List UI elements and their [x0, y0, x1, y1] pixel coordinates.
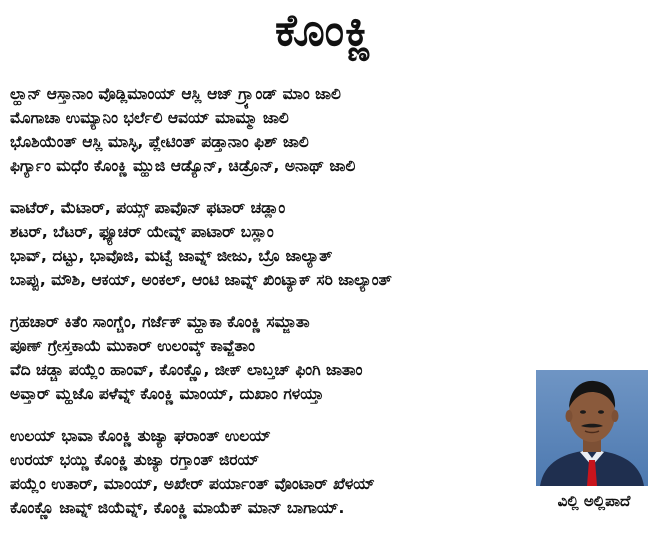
stanza	[10, 310, 530, 406]
poem-line: ಉಲಯ್ ಭಾವಾ ಕೊಂಕ್ಣಿ ತುಜ್ಯಾ ಘರಾಂತ್ ಉಲಯ್	[10, 427, 271, 445]
poem-line: ಗ್ರಹಚಾರ್ ಕಿತೆಂ ಸಾಂಗ್ಚೆಂ, ಗರ್ಜೆಕ್ ಮ್ಹಾಕಾ ಕೊಂಕ್ಣಿ ಸಮ್ಜಾತಾ	[10, 313, 310, 331]
poem-line: ಪೂಣ್ ಗ್ರೇಸ್ತಕಾಯೆ ಮುಕಾರ್ ಉಲಂವ್ಕ್ ಕಾವ್ಜೆತಾಂ	[10, 337, 255, 355]
stanza	[10, 82, 530, 178]
poem-line: ಭಾವ್, ದಟ್ಟು, ಭಾವೊಜಿ, ಮಟ್ವೆ ಜಾವ್ನ್ ಜೀಜು, ಬ್ರೊ ಜಾಲ್ಯಾತ್	[10, 247, 333, 265]
poem-line: ಉರಯ್ ಭಯ್ಣಿ ಕೊಂಕ್ಣಿ ತುಜ್ಯಾ ರಗ್ತಾಂತ್ ಜಿರಯ್	[10, 451, 260, 469]
poem-line: ಲ್ಹಾನ್ ಆಸ್ತಾನಾಂ ವೊಡ್ಲಿಮಾಂಯ್ ಆಸ್ಲಿ ಆಜ್ ಗ್ರ್ಯಾಂಡ್ ಮಾಂ ಜಾಲಿ	[10, 85, 341, 103]
stanza	[10, 196, 530, 292]
poem-title: ಕೊಂಕ್ಣಿ	[275, 5, 373, 56]
stanza	[10, 424, 530, 520]
poem-line: ಶಟರ್, ಬೆಟರ್, ಫ್ಯೂಚರ್ ಯೇವ್ನ್ ಪಾಟಾರ್ ಬಸ್ಲಾಂ	[10, 223, 274, 241]
poem-line: ಭೊಶಿಯೆಂತ್ ಆಸ್ಲಿ ಮಾಸ್ಳಿ, ಪ್ಲೇಟಿಂತ್ ಪಡ್ತಾನಾಂ ಫಿಶ್ ಜಾಲಿ	[10, 133, 309, 151]
poem-line: ಪಯ್ಲೆಂ ಉತಾರ್, ಮಾಂಯ್, ಅಖೇರ್ ಪರ್ಯಾಂತ್ ವೊಂಟಾರ್ ಖೆಳಯ್	[10, 475, 375, 493]
poem-line: ಫಿರ್ಗ್ಯಾಂ ಮಧೆಂ ಕೊಂಕ್ಣಿ ಮ್ಹುಜಿ ಆಡ್ಯೊನ್, ಚಿಡ್ರೊನ್, ಅನಾಥ್ ಜಾಲಿ	[10, 157, 356, 175]
poem-line: ವಾಟೆರ್, ಮೆಟಾರ್, ಪಯ್ಸ್ ಪಾವೊನ್ ಫಟಾರ್ ಚಡ್ಲಾಂ	[10, 199, 286, 217]
author-name: ವಿಲ್ಲಿ ಅಲ್ಲಿಪಾದೆ	[557, 492, 631, 510]
poem-line: ವೆದಿ ಚಡ್ಚಾ ಪಯ್ಲೆಂ ಹಾಂವ್, ಕೊಂಕ್ಣೊ, ಜೀಕ್ ಲಾಬ್ತಚ್ ಫಿಂಗಿ ಜಾತಾಂ	[10, 361, 363, 379]
poem-line: ಅವ್ತಾರ್ ಮ್ಹಜೊ ಪಳೆವ್ನ್ ಕೊಂಕ್ಣಿ ಮಾಂಯ್, ದುಖಾಂ ಗಳಯ್ತಾ	[10, 385, 324, 403]
poem-line: ಬಾಪ್ಪು, ಮೌಶಿ, ಆಕಯ್, ಅಂಕಲ್, ಆಂಟಿ ಜಾವ್ನ್ ಖಿಂಟ್ಯಾಕ್ ಸರಿ ಜಾಲ್ಯಾಂತ್	[10, 271, 392, 289]
author-photo	[536, 370, 648, 486]
poem-line: ಕೊಂಕ್ಣೊ ಜಾವ್ನ್ ಜಿಯೆವ್ನ್, ಕೊಂಕ್ಣಿ ಮಾಯೆಕ್ ಮಾನ್ ಬಾಗಾಯ್.	[10, 499, 345, 517]
poem-line: ಮೊಗಾಚಾ ಉಮ್ಯಾನಿಂ ಭರ್ಲೆಲಿ ಆವಯ್ ಮಾಮ್ಮಾ ಜಾಲಿ	[10, 109, 289, 127]
poem-body	[10, 82, 530, 538]
